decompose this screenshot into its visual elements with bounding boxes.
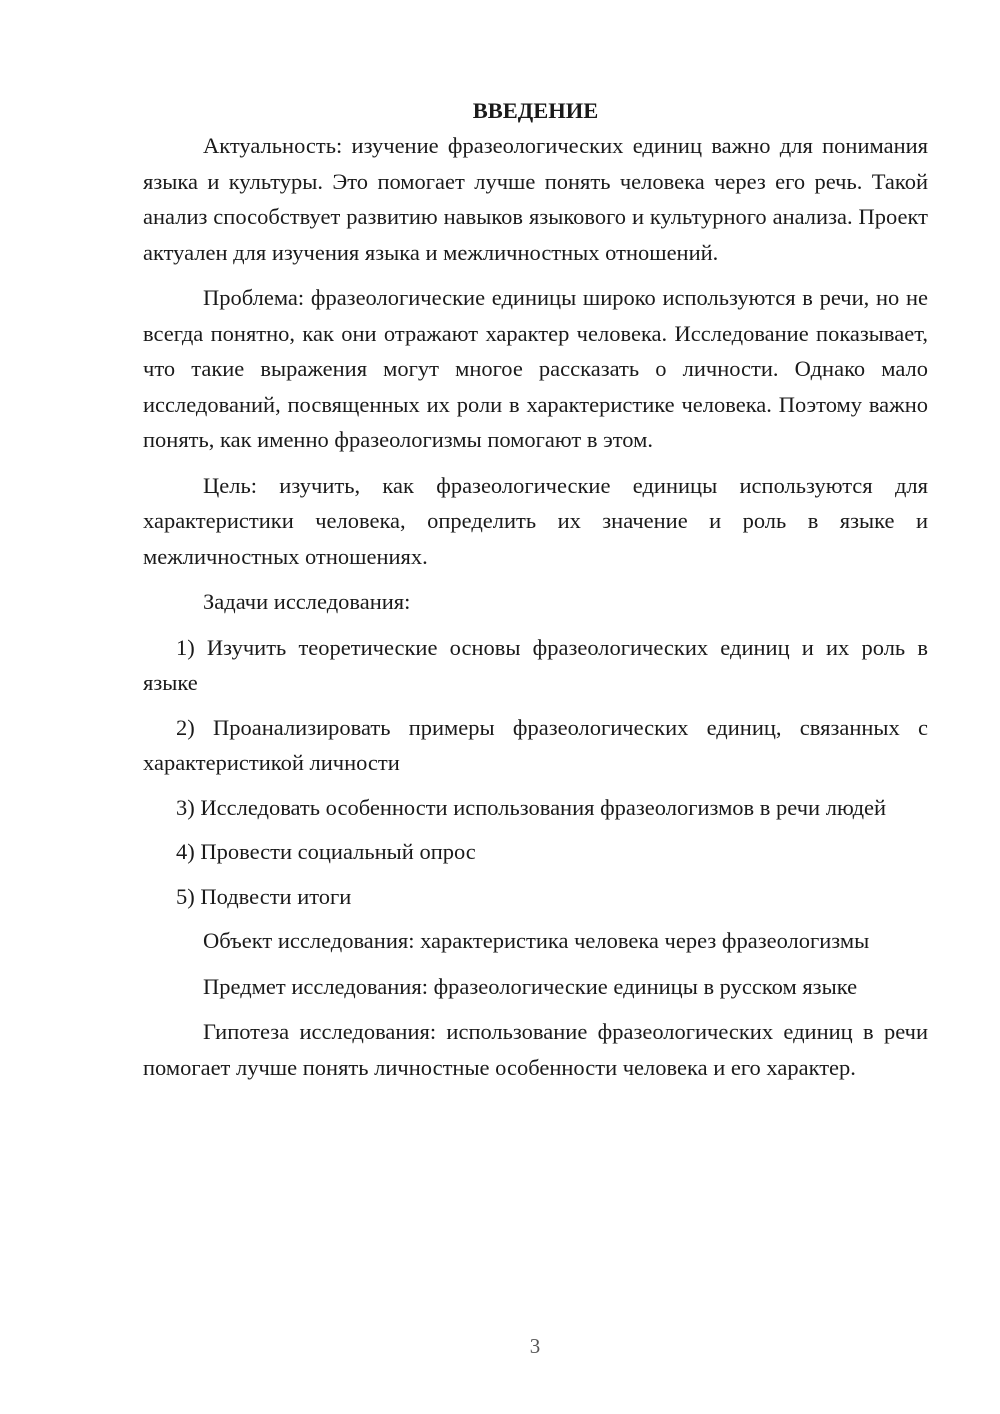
page-content	[143, 96, 928, 1095]
page-title: ВВЕДЕНИЕ	[472, 98, 599, 123]
task-item-3: 3) Исследовать особенности использования фразеологизмов в речи людей	[176, 794, 887, 820]
goal-paragraph: Цель: изучить, как фразеологические единицы используются для характеристики человека, определить их значение и роль в языке и межличностных отношениях.	[143, 472, 928, 569]
task-item-2: 2) Проанализировать примеры фразеологических единиц, связанных с характеристикой личности	[143, 714, 928, 775]
object-paragraph: Объект исследования: характеристика человека через фразеологизмы	[203, 928, 870, 953]
relevance-paragraph: Актуальность: изучение фразеологических единиц важно для понимания языка и культуры. Это помогает лучше понять человека через его речь. Такой анализ способствует развитию навыков языкового и культурного анализа. Проект актуален для изучения языка и межличностных отношений.	[143, 133, 928, 265]
problem-paragraph: Проблема: фразеологические единицы широко используются в речи, но не всегда понятно, как они отражают характер человека. Исследование показывает, что такие выражения могут многое рассказать о личности. Однако мало исследований, посвященных их роли в характеристике человека. Поэтому важно понять, как именно фразеологизмы помогают в этом.	[143, 285, 928, 452]
page-number: 3	[529, 1334, 541, 1358]
task-item-4: 4) Провести социальный опрос	[176, 839, 476, 864]
task-item-5: 5) Подвести итоги	[176, 883, 352, 909]
hypothesis-paragraph: Гипотеза исследования: использование фразеологических единиц в речи помогает лучше понять личностные особенности человека и его характер.	[143, 1019, 928, 1080]
task-item-1: 1) Изучить теоретические основы фразеологических единиц и их роль в языке	[143, 634, 928, 695]
tasks-heading: Задачи исследования:	[203, 589, 411, 614]
subject-paragraph: Предмет исследования: фразеологические единицы в русском языке	[203, 973, 858, 999]
